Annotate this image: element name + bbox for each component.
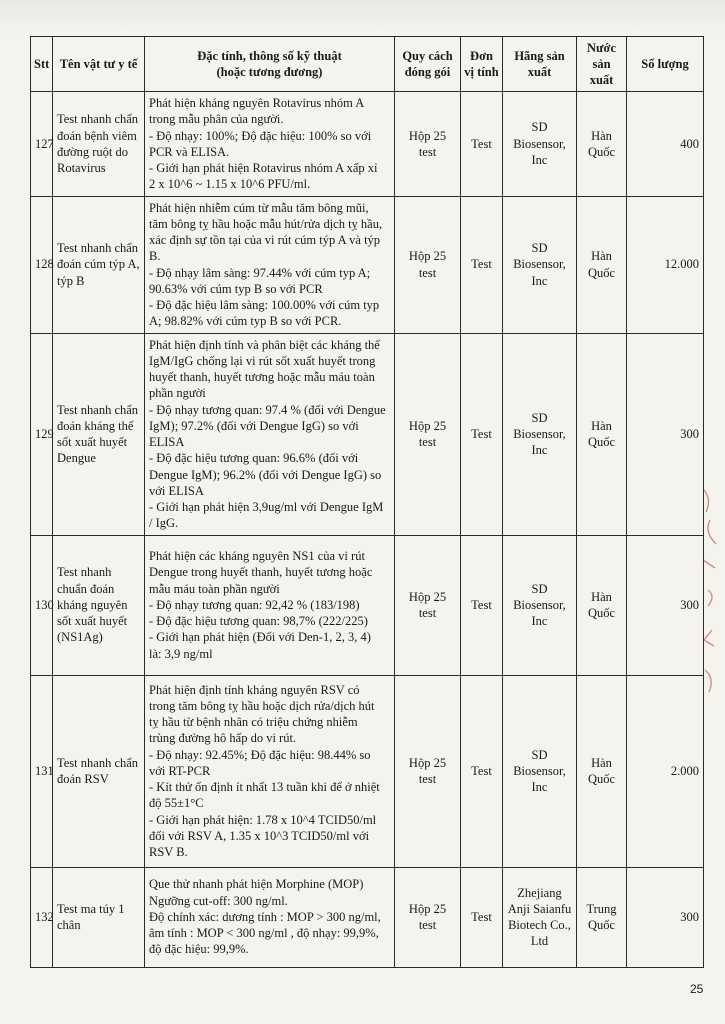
header-quantity: Số lượng bbox=[627, 37, 704, 92]
manufacturer bbox=[503, 535, 577, 675]
text-line: Dengue trong huyết thanh, huyết tương hoặc bbox=[149, 565, 373, 580]
text-line: SD bbox=[531, 120, 548, 135]
text-line: test bbox=[418, 772, 437, 786]
text-line: Trung bbox=[586, 901, 617, 916]
text-line: xuất bbox=[589, 73, 614, 88]
text-line: Biosensor, bbox=[513, 426, 566, 441]
text-line: 90.63% với cúm typ B so với PCR bbox=[149, 281, 323, 296]
text-line: Nước bbox=[587, 40, 616, 55]
unit: Test bbox=[461, 333, 503, 535]
text-line: týp B bbox=[57, 273, 85, 288]
unit: Test bbox=[461, 92, 503, 197]
text-line: Phát hiện định tính và phân biệt các kháng thể bbox=[149, 337, 380, 352]
text-line: độ đặc hiệu: 99,9%. bbox=[149, 942, 249, 957]
unit: Test bbox=[461, 867, 503, 967]
text-line: Rotavirus bbox=[57, 161, 106, 175]
text-line: với ELISA bbox=[149, 483, 204, 498]
text-line: Phát hiện kháng nguyên Rotavirus nhóm A bbox=[149, 96, 365, 110]
text-line: Test ma túy 1 bbox=[57, 901, 125, 916]
item-name bbox=[53, 867, 145, 967]
text-line: B. bbox=[149, 249, 161, 264]
text-line: - Độ đặc hiệu lâm sàng: 100.00% với cúm typ bbox=[149, 298, 380, 312]
text-line: Đơn bbox=[470, 48, 493, 63]
text-line: Hàn bbox=[591, 418, 612, 433]
text-line: đường ruột do bbox=[57, 144, 129, 159]
text-line: - Độ nhạy: 100%; Độ đặc hiệu: 100% so với bbox=[149, 128, 372, 143]
text-line: Ltd bbox=[530, 934, 549, 949]
text-line: Biosensor, bbox=[513, 597, 566, 612]
text-line: - Giới hạn phát hiện 3,9ug/ml với Dengue IgM bbox=[149, 500, 384, 514]
text-line: âm tính : MOP < 300 ng/ml , độ nhạy: 99,9%, bbox=[149, 926, 379, 941]
text-line: sốt xuất huyết bbox=[57, 614, 128, 629]
text-line: Hộp 25 bbox=[408, 249, 447, 264]
text-line: (hoặc tương đương) bbox=[216, 65, 323, 79]
specification bbox=[145, 675, 395, 867]
table-row bbox=[31, 535, 704, 675]
unit: Test bbox=[461, 196, 503, 333]
text-line: Inc bbox=[531, 273, 548, 288]
text-line: trùng đường hô hấp do vi rút. bbox=[149, 731, 297, 746]
text-line: PCR và ELISA. bbox=[149, 144, 230, 159]
text-line: Biosensor, bbox=[513, 257, 566, 272]
text-line: Hàn bbox=[591, 128, 612, 143]
text-line: SD bbox=[531, 581, 548, 596]
text-line: Độ chính xác: dương tính : MOP > 300 ng/ml, bbox=[149, 909, 381, 924]
text-line: Hộp 25 bbox=[408, 901, 447, 916]
text-line: - Độ đặc hiệu tương quan: 96.6% (đối với bbox=[149, 451, 359, 466]
row-number: 129 bbox=[31, 333, 53, 535]
text-line: tăm bông tỵ hầu hoặc mẫu hút/rửa dịch tỵ hầu, bbox=[149, 216, 383, 231]
text-line: Inc bbox=[531, 780, 548, 795]
row-number: 132 bbox=[31, 867, 53, 967]
text-line: Inc bbox=[531, 443, 548, 458]
table-row bbox=[31, 196, 704, 333]
text-line: Quốc bbox=[587, 606, 616, 620]
manufacturer bbox=[503, 867, 577, 967]
text-line: Ngưỡng cut-off: 300 ng/ml. bbox=[149, 893, 288, 908]
country-of-origin bbox=[577, 675, 627, 867]
text-line: IgM); 97.2% (đối với Dengue IgG) so với bbox=[149, 418, 359, 433]
packaging bbox=[395, 867, 461, 967]
text-line: - Độ nhạy tương quan: 92,42 % (183/198) bbox=[149, 597, 360, 612]
header-item-name: Tên vật tư y tế bbox=[53, 37, 145, 92]
text-line: đóng gói bbox=[404, 65, 451, 79]
text-line: trong tăm bông tỵ hầu hoặc dịch rửa/dịch hút bbox=[149, 698, 375, 713]
text-line: Test nhanh chẩn bbox=[57, 241, 139, 256]
text-line: Test nhanh chẩn bbox=[57, 755, 139, 770]
text-line: (NS1Ag) bbox=[57, 630, 103, 645]
text-line: - Độ nhạy lâm sàng: 97.44% với cúm typ A; bbox=[149, 265, 371, 280]
page-number: 25 bbox=[690, 982, 704, 996]
specification bbox=[145, 92, 395, 197]
text-line: Hộp 25 bbox=[408, 128, 447, 143]
item-name bbox=[53, 535, 145, 675]
text-line: kháng nguyên bbox=[57, 597, 128, 612]
text-line: Quốc bbox=[587, 265, 616, 280]
text-line: A; 98.82% với cúm typ B so với PCR. bbox=[149, 314, 342, 329]
country-of-origin bbox=[577, 196, 627, 333]
text-line: / IgG. bbox=[149, 516, 179, 531]
row-number: 130 bbox=[31, 535, 53, 675]
text-line: Phát hiện định tính kháng nguyên RSV có bbox=[149, 682, 360, 697]
header-manufacturer bbox=[503, 37, 577, 92]
country-of-origin bbox=[577, 92, 627, 197]
quantity: 300 bbox=[627, 867, 704, 967]
text-line: Test nhanh chẩn bbox=[57, 112, 139, 127]
text-line: mẫu máu toàn phần người bbox=[149, 581, 280, 596]
text-line: Hộp 25 bbox=[408, 755, 447, 770]
text-line: Dengue IgM); 96.2% (đối với Dengue IgG) so bbox=[149, 467, 382, 482]
text-line: trong mẫu phân của người. bbox=[149, 112, 284, 127]
text-line: với RT-PCR bbox=[149, 763, 211, 778]
row-number: 128 bbox=[31, 196, 53, 333]
quantity: 400 bbox=[627, 92, 704, 197]
text-line: - Kít thử ổn định ít nhất 13 tuần khi để ở nhiệt bbox=[149, 780, 380, 795]
text-line: độ 55±1°C bbox=[149, 796, 204, 811]
specification bbox=[145, 333, 395, 535]
manufacturer bbox=[503, 675, 577, 867]
text-line: Đặc tính, thông số kỹ thuật bbox=[197, 48, 342, 63]
header-stt: Stt bbox=[31, 37, 53, 92]
text-line: đoán kháng thể bbox=[57, 418, 134, 433]
text-line: xác định sự tồn tại của vi rút cúm týp A và týp bbox=[149, 233, 381, 247]
text-line: Hộp 25 bbox=[408, 418, 447, 433]
text-line: SD bbox=[531, 241, 548, 256]
text-line: Que thử nhanh phát hiện Morphine (MOP) bbox=[149, 877, 364, 892]
red-stamp-edge bbox=[700, 480, 722, 710]
page-top-edge bbox=[0, 0, 725, 34]
text-line: Hãng sản bbox=[514, 48, 565, 63]
text-line: Hàn bbox=[591, 249, 612, 264]
text-line: sản bbox=[592, 56, 611, 71]
header-unit bbox=[461, 37, 503, 92]
text-line: vị tính bbox=[464, 65, 499, 79]
text-line: SD bbox=[531, 747, 548, 762]
header-country bbox=[577, 37, 627, 92]
item-name bbox=[53, 675, 145, 867]
text-line: SD bbox=[531, 410, 548, 425]
text-line: - Độ nhạy tương quan: 97.4 % (đối với Dengue bbox=[149, 402, 386, 417]
quantity: 300 bbox=[627, 333, 704, 535]
row-number: 127 bbox=[31, 92, 53, 197]
text-line: Quốc bbox=[587, 435, 616, 449]
text-line: chân bbox=[57, 918, 81, 932]
text-line: huyết thanh, huyết tương hoặc mẫu máu toàn bbox=[149, 370, 375, 384]
text-line: Hàn bbox=[591, 589, 612, 604]
text-line: Hộp 25 bbox=[408, 589, 447, 604]
text-line: xuất bbox=[527, 65, 552, 79]
medical-supplies-table bbox=[30, 36, 704, 968]
quantity: 300 bbox=[627, 535, 704, 675]
text-line: - Giới hạn phát hiện Rotavirus nhóm A xấp xỉ bbox=[149, 161, 378, 175]
text-line: IgM/IgG chống lại vi rút sốt xuất huyết trong bbox=[149, 353, 376, 368]
text-line: ELISA bbox=[149, 435, 185, 449]
table-row bbox=[31, 92, 704, 197]
text-line: đối với RSV A, 1.35 x 10^3 TCID50/ml với bbox=[149, 828, 370, 843]
text-line: Zhejiang bbox=[517, 885, 562, 900]
text-line: Quốc bbox=[587, 918, 616, 932]
item-name bbox=[53, 92, 145, 197]
text-line: sốt xuất huyết bbox=[57, 435, 128, 449]
text-line: test bbox=[418, 435, 437, 449]
text-line: chuẩn đoán bbox=[57, 581, 115, 596]
item-name bbox=[53, 333, 145, 535]
text-line: đoán cúm týp A, bbox=[57, 257, 140, 272]
packaging bbox=[395, 535, 461, 675]
text-line: - Giới hạn phát hiện: 1.78 x 10^4 TCID50/ml bbox=[149, 812, 377, 827]
text-line: Quốc bbox=[587, 144, 616, 159]
text-line: Biotech Co., bbox=[508, 918, 571, 932]
country-of-origin bbox=[577, 535, 627, 675]
country-of-origin bbox=[577, 867, 627, 967]
text-line: Inc bbox=[531, 152, 548, 167]
text-line: Biosensor, bbox=[513, 136, 566, 151]
text-line: Test nhanh chẩn bbox=[57, 402, 139, 417]
specification bbox=[145, 867, 395, 967]
text-line: tỵ hầu từ bệnh nhân có triệu chứng nhiễm bbox=[149, 715, 358, 730]
text-line: - Độ đặc hiệu tương quan: 98,7% (222/225) bbox=[149, 614, 368, 629]
manufacturer bbox=[503, 333, 577, 535]
table-row bbox=[31, 675, 704, 867]
text-line: RSV B. bbox=[149, 845, 188, 860]
packaging bbox=[395, 92, 461, 197]
text-line: Biosensor, bbox=[513, 763, 566, 778]
text-line: Inc bbox=[531, 614, 548, 629]
quantity: 12.000 bbox=[627, 196, 704, 333]
table-header-row bbox=[31, 37, 704, 92]
manufacturer bbox=[503, 196, 577, 333]
text-line: test bbox=[418, 144, 437, 159]
text-line: Quy cách bbox=[402, 48, 453, 63]
text-line: test bbox=[418, 606, 437, 620]
unit: Test bbox=[461, 535, 503, 675]
row-number: 131 bbox=[31, 675, 53, 867]
text-line: Phát hiện nhiễm cúm từ mẫu tăm bông mũi, bbox=[149, 200, 369, 215]
text-line: Phát hiện các kháng nguyên NS1 của vi rút bbox=[149, 549, 365, 564]
text-line: 2 x 10^6 ~ 1.15 x 10^6 PFU/ml. bbox=[149, 177, 311, 192]
specification bbox=[145, 196, 395, 333]
text-line: - Giới hạn phát hiện (Đối với Den-1, 2, 3, 4) bbox=[149, 630, 371, 645]
text-line: là: 3,9 ng/ml bbox=[149, 646, 213, 661]
packaging bbox=[395, 333, 461, 535]
header-specification bbox=[145, 37, 395, 92]
packaging bbox=[395, 675, 461, 867]
text-line: Hàn bbox=[591, 755, 612, 770]
packaging bbox=[395, 196, 461, 333]
table-row bbox=[31, 867, 704, 967]
text-line: Quốc bbox=[587, 772, 616, 786]
specification bbox=[145, 535, 395, 675]
text-line: - Độ nhạy: 92.45%; Độ đặc hiệu: 98.44% so bbox=[149, 747, 371, 762]
manufacturer bbox=[503, 92, 577, 197]
unit: Test bbox=[461, 675, 503, 867]
country-of-origin bbox=[577, 333, 627, 535]
text-line: phần người bbox=[149, 386, 206, 401]
header-packaging bbox=[395, 37, 461, 92]
text-line: đoán bệnh viêm bbox=[57, 128, 137, 143]
text-line: Test nhanh bbox=[57, 565, 112, 580]
quantity: 2.000 bbox=[627, 675, 704, 867]
text-line: Dengue bbox=[57, 451, 96, 466]
text-line: test bbox=[418, 265, 437, 280]
text-line: test bbox=[418, 918, 437, 932]
text-line: Anji Saianfu bbox=[507, 901, 572, 916]
table-row bbox=[31, 333, 704, 535]
item-name bbox=[53, 196, 145, 333]
text-line: đoán RSV bbox=[57, 772, 109, 786]
